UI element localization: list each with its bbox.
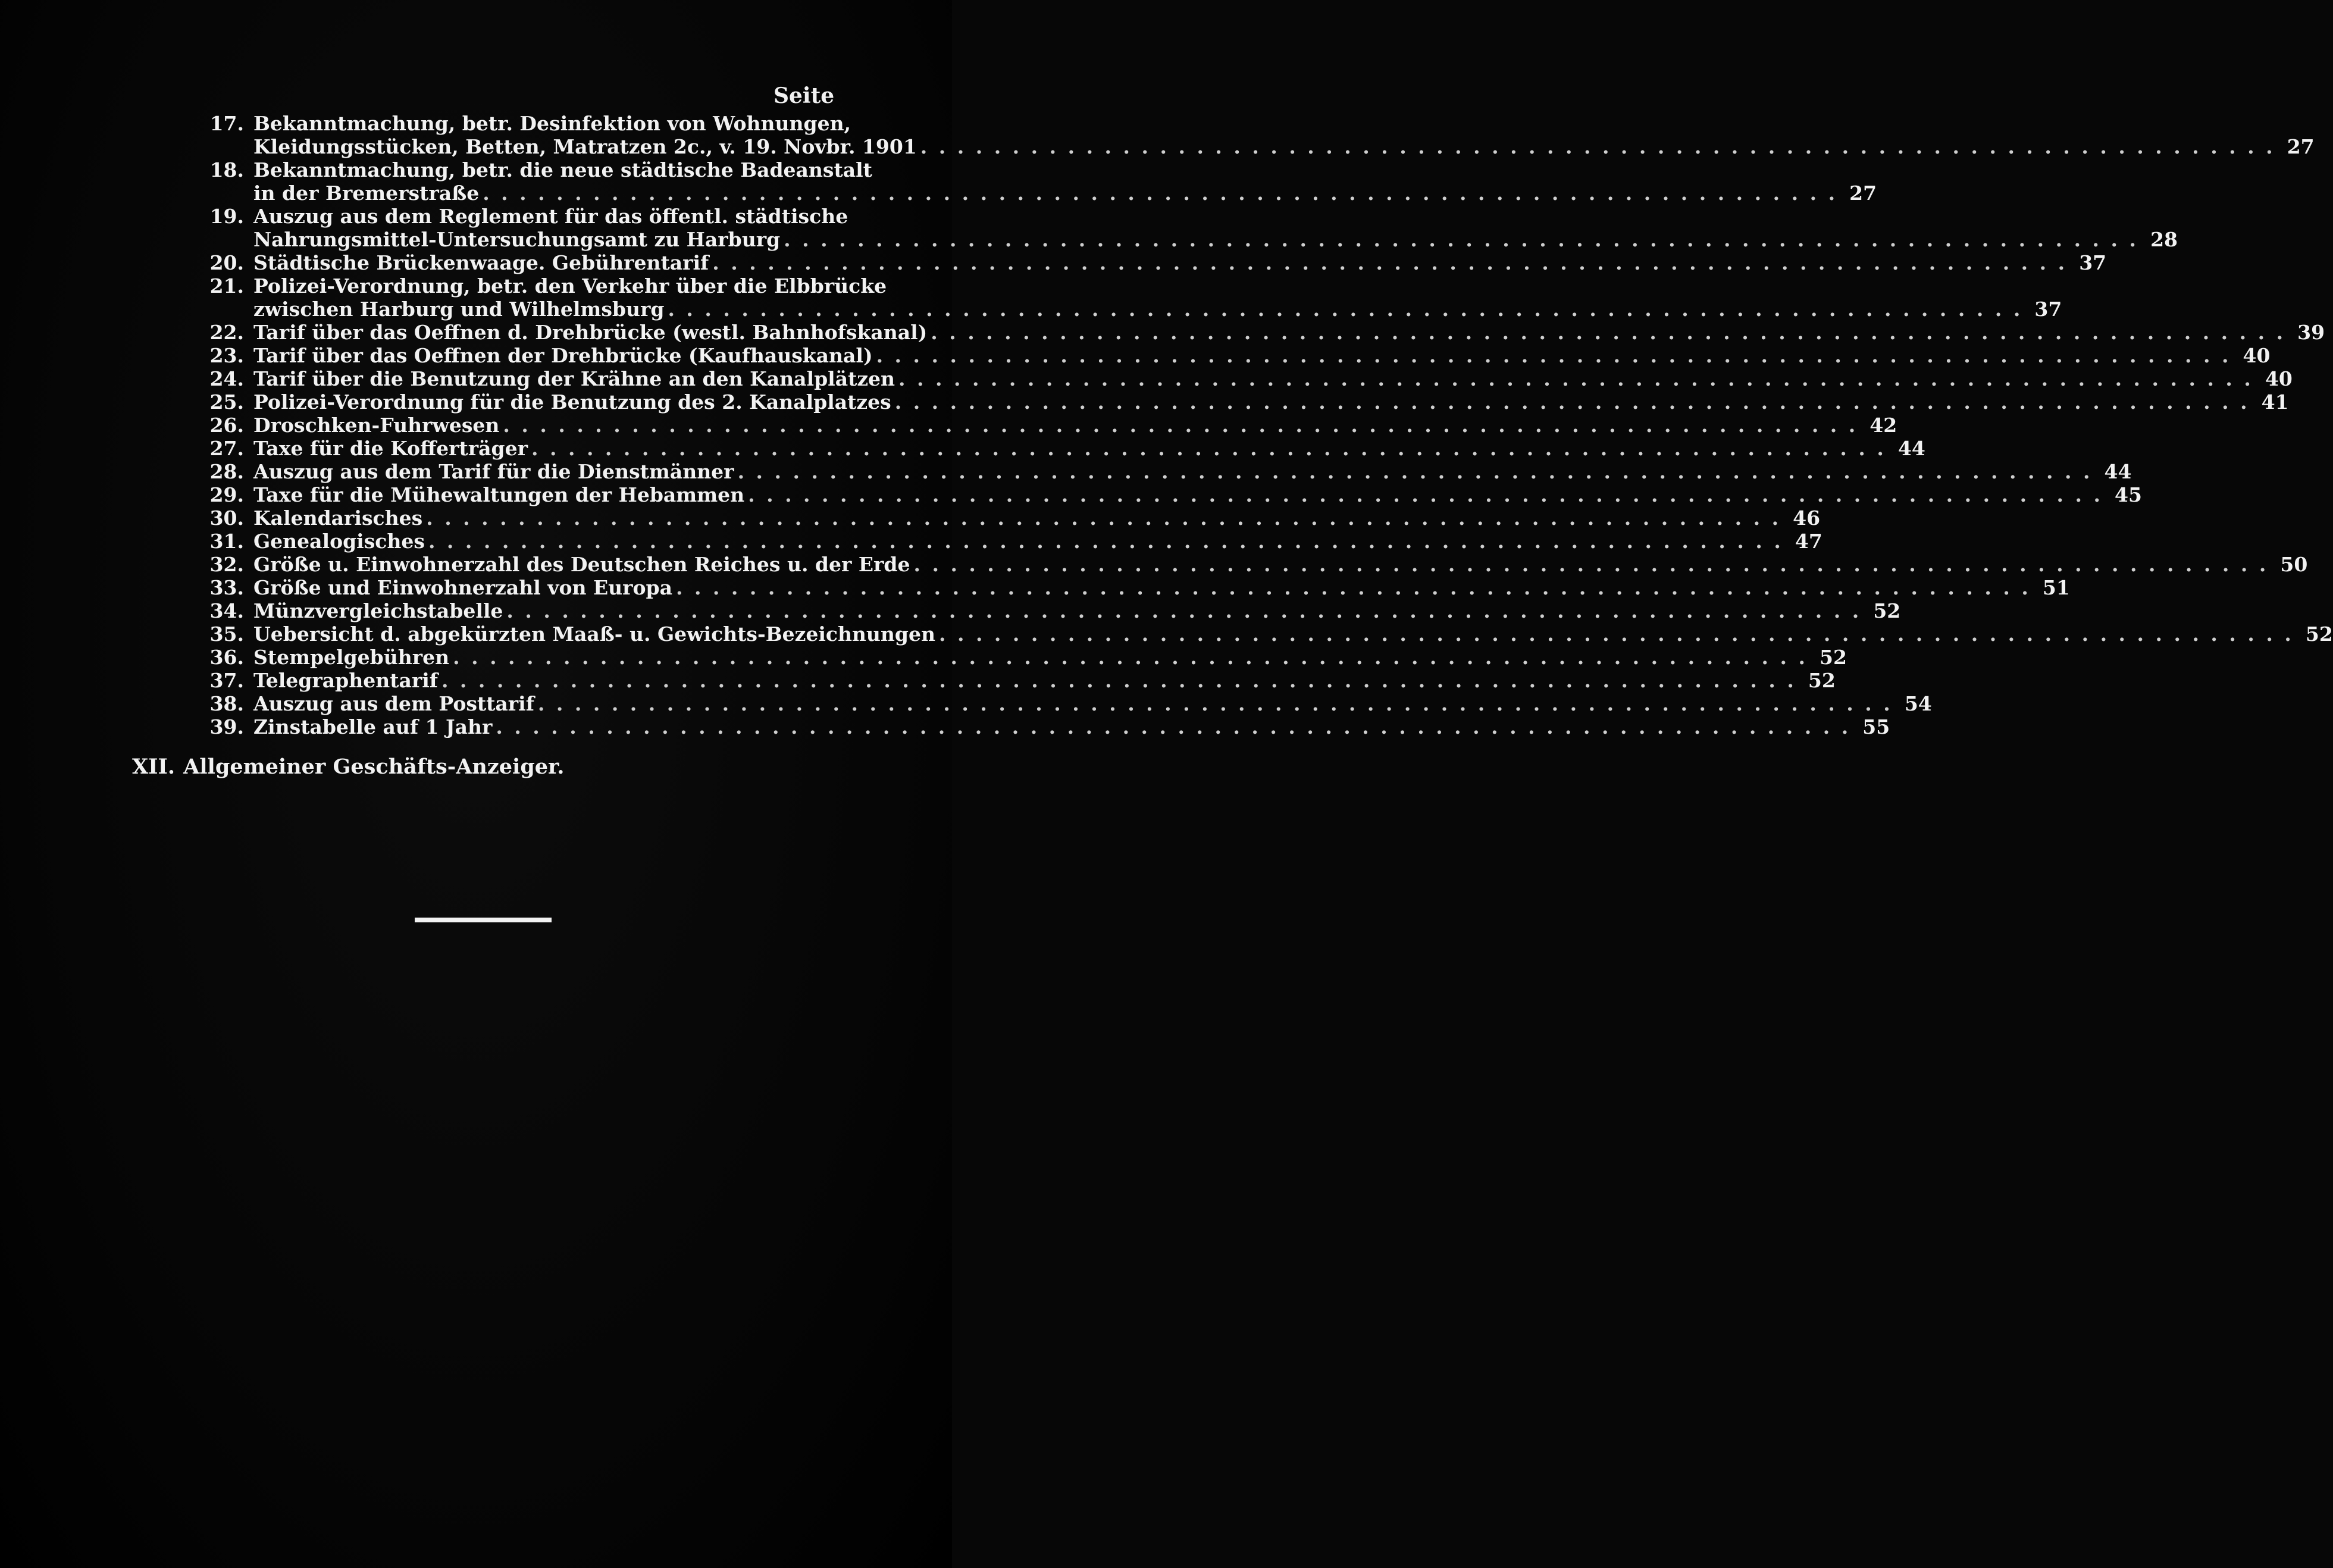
toc-entry bbox=[196, 112, 2315, 158]
toc-entry-line bbox=[196, 646, 1847, 669]
toc-entry-title: zwischen Harburg und Wilhelmsburg bbox=[253, 298, 665, 321]
horizontal-rule bbox=[415, 918, 552, 922]
toc-entry-number: 31. bbox=[209, 530, 244, 553]
toc-entry-title: Größe und Einwohnerzahl von Europa bbox=[253, 576, 672, 599]
toc-entry bbox=[196, 344, 2271, 367]
toc-entry-number: 22. bbox=[209, 321, 244, 344]
toc-entry-line bbox=[196, 135, 2315, 158]
toc-entry-number: 38. bbox=[209, 692, 244, 715]
toc-entry-line bbox=[196, 715, 1890, 738]
toc-entry bbox=[196, 553, 2308, 576]
toc-entry-line bbox=[196, 112, 851, 135]
toc-entry-number: 25. bbox=[209, 390, 244, 414]
toc-entry-number: 20. bbox=[209, 251, 244, 274]
section-title: Allgemeiner Geschäfts-Anzeiger. bbox=[183, 755, 565, 779]
toc-entry-page: 55 bbox=[1862, 715, 1890, 738]
toc-entry-title: Auszug aus dem Posttarif bbox=[253, 692, 534, 715]
toc-entry-number: 29. bbox=[209, 483, 244, 506]
toc-entry-line bbox=[196, 367, 2293, 390]
toc-entry-page: 28 bbox=[2150, 228, 2178, 251]
toc-entry bbox=[196, 692, 1932, 715]
toc-entry-title: Polizei-Verordnung, betr. den Verkehr über die Elbbrücke bbox=[253, 274, 887, 298]
toc-entry bbox=[196, 669, 1836, 692]
toc-entry-page: 41 bbox=[2261, 390, 2289, 414]
toc-entry-page: 40 bbox=[2243, 344, 2271, 367]
toc-entry-number: 30. bbox=[209, 506, 244, 530]
dot-leader bbox=[913, 553, 2268, 576]
toc-entry-page: 50 bbox=[2280, 553, 2308, 576]
toc-entry-line bbox=[196, 553, 2308, 576]
toc-entry-line bbox=[196, 251, 2107, 274]
toc-entry bbox=[196, 158, 1877, 205]
toc-entry-number: 36. bbox=[209, 646, 244, 669]
toc-entry-title: Zinstabelle auf 1 Jahr bbox=[253, 715, 493, 738]
toc-entry-title: Stempelgebühren bbox=[253, 646, 450, 669]
toc-entry-number: 35. bbox=[209, 622, 244, 646]
toc-entry bbox=[196, 414, 1897, 437]
toc-entry-title: Kalendarisches bbox=[253, 506, 423, 530]
toc-entry-page: 52 bbox=[1820, 646, 1847, 669]
dot-leader bbox=[738, 460, 2093, 483]
toc-entry-title: Taxe für die Mühewaltungen der Hebammen bbox=[253, 483, 745, 506]
toc-entry-line bbox=[196, 669, 1836, 692]
toc-entry bbox=[196, 390, 2289, 414]
toc-entry-line bbox=[196, 344, 2271, 367]
toc-entry bbox=[196, 483, 2142, 506]
toc-entry-line bbox=[196, 460, 2132, 483]
toc-entry bbox=[196, 646, 1847, 669]
dot-leader bbox=[748, 483, 2103, 506]
toc-entry bbox=[196, 251, 2107, 274]
toc-entry-number: 17. bbox=[209, 112, 244, 135]
toc-entry-title: Taxe für die Kofferträger bbox=[253, 437, 528, 460]
toc-entry bbox=[196, 437, 1925, 460]
section-heading bbox=[132, 755, 564, 779]
toc-entry-line bbox=[196, 158, 872, 181]
toc-entry-page: 44 bbox=[2104, 460, 2132, 483]
toc-entry bbox=[196, 321, 2325, 344]
toc-entry bbox=[196, 205, 2178, 251]
toc-entry bbox=[196, 576, 2070, 599]
toc-entry-page: 47 bbox=[1795, 530, 1822, 553]
toc-entry-number: 33. bbox=[209, 576, 244, 599]
toc-entry-line bbox=[196, 599, 1901, 622]
toc-entry bbox=[196, 599, 1901, 622]
dot-leader bbox=[483, 181, 1837, 205]
toc-entry bbox=[196, 530, 1822, 553]
toc-entry-line bbox=[196, 506, 1821, 530]
toc-entry-title: Nahrungsmittel-Untersuchungsamt zu Harburg bbox=[253, 228, 781, 251]
dot-leader bbox=[453, 646, 1808, 669]
toc-entry-number: 27. bbox=[209, 437, 244, 460]
page-column-header: Seite bbox=[774, 83, 835, 108]
toc-entry-number: 39. bbox=[209, 715, 244, 738]
toc-entry-line bbox=[196, 576, 2070, 599]
toc-entry bbox=[196, 274, 2062, 321]
dot-leader bbox=[712, 251, 2067, 274]
dot-leader bbox=[939, 622, 2294, 646]
toc-entry-title: Genealogisches bbox=[253, 530, 425, 553]
toc-entry-page: 54 bbox=[1904, 692, 1932, 715]
toc-entry-number: 19. bbox=[209, 205, 244, 228]
toc-entry-page: 52 bbox=[2305, 622, 2333, 646]
toc-entry-page: 52 bbox=[1873, 599, 1901, 622]
toc-entry-number: 32. bbox=[209, 553, 244, 576]
toc-entry-number: 28. bbox=[209, 460, 244, 483]
toc-entry-line bbox=[196, 530, 1822, 553]
toc-entry-line bbox=[196, 181, 1877, 205]
dot-leader bbox=[538, 692, 1893, 715]
toc-entry-line bbox=[196, 437, 1925, 460]
toc-entry bbox=[196, 460, 2132, 483]
dot-leader bbox=[426, 506, 1781, 530]
toc-entry-line bbox=[196, 692, 1932, 715]
dot-leader bbox=[496, 715, 1850, 738]
toc-entry-title: Städtische Brückenwaage. Gebührentarif bbox=[253, 251, 709, 274]
toc-entry-title: Auszug aus dem Reglement für das öffentl. städtische bbox=[253, 205, 848, 228]
toc-entry-page: 46 bbox=[1793, 506, 1821, 530]
toc-entry-page: 42 bbox=[1869, 414, 1897, 437]
toc-entry-title: Uebersicht d. abgekürzten Maaß- u. Gewichts-Bezeichnungen bbox=[253, 622, 935, 646]
toc-entry-line bbox=[196, 622, 2333, 646]
toc-entry-number: 37. bbox=[209, 669, 244, 692]
toc-entry-title: Bekanntmachung, betr. Desinfektion von Wohnungen, bbox=[253, 112, 851, 135]
table-of-contents bbox=[196, 112, 2333, 738]
toc-entry-number: 26. bbox=[209, 414, 244, 437]
toc-entry-number: 18. bbox=[209, 158, 244, 181]
toc-entry-number: 21. bbox=[209, 274, 244, 298]
dot-leader bbox=[428, 530, 1783, 553]
toc-entry-title: Polizei-Verordnung für die Benutzung des 2. Kanalplatzes bbox=[253, 390, 891, 414]
toc-entry-page: 45 bbox=[2115, 483, 2142, 506]
toc-entry-title: Tarif über das Oeffnen der Drehbrücke (Kaufhauskanal) bbox=[253, 344, 873, 367]
toc-entry-line bbox=[196, 321, 2325, 344]
toc-entry-number: 23. bbox=[209, 344, 244, 367]
toc-entry-title: Telegraphentarif bbox=[253, 669, 438, 692]
toc-entry-page: 52 bbox=[1808, 669, 1836, 692]
toc-entry-page: 27 bbox=[1849, 181, 1877, 205]
toc-entry-title: Droschken-Fuhrwesen bbox=[253, 414, 500, 437]
toc-entry bbox=[196, 367, 2293, 390]
toc-entry-title: Auszug aus dem Tarif für die Dienstmänner bbox=[253, 460, 734, 483]
toc-entry-title: in der Bremerstraße bbox=[253, 181, 480, 205]
toc-entry-number: 24. bbox=[209, 367, 244, 390]
dot-leader bbox=[784, 228, 2138, 251]
dot-leader bbox=[668, 298, 2022, 321]
toc-entry-title: Größe u. Einwohnerzahl des Deutschen Reiches u. der Erde bbox=[253, 553, 910, 576]
dot-leader bbox=[931, 321, 2285, 344]
toc-entry-page: 40 bbox=[2265, 367, 2293, 390]
toc-entry-line bbox=[196, 298, 2062, 321]
toc-entry-title: Tarif über das Oeffnen d. Drehbrücke (westl. Bahnhofskanal) bbox=[253, 321, 928, 344]
dot-leader bbox=[876, 344, 2231, 367]
section-number: XII. bbox=[132, 755, 176, 779]
toc-entry-line bbox=[196, 205, 848, 228]
toc-entry-number: 34. bbox=[209, 599, 244, 622]
dot-leader bbox=[503, 414, 1858, 437]
toc-entry-page: 27 bbox=[2287, 135, 2315, 158]
dot-leader bbox=[531, 437, 1886, 460]
toc-entry-title: Tarif über die Benutzung der Krähne an den Kanalplätzen bbox=[253, 367, 895, 390]
toc-entry-line bbox=[196, 390, 2289, 414]
toc-entry-page: 39 bbox=[2297, 321, 2325, 344]
dot-leader bbox=[676, 576, 2031, 599]
toc-entry bbox=[196, 715, 1890, 738]
toc-entry bbox=[196, 622, 2333, 646]
toc-entry-title: Bekanntmachung, betr. die neue städtische Badeanstalt bbox=[253, 158, 872, 181]
dot-leader bbox=[506, 599, 1861, 622]
toc-entry-line bbox=[196, 483, 2142, 506]
toc-entry-page: 44 bbox=[1897, 437, 1925, 460]
toc-entry-title: Kleidungsstücken, Betten, Matratzen 2c., v. 19. Novbr. 1901 bbox=[253, 135, 917, 158]
toc-entry-page: 51 bbox=[2042, 576, 2070, 599]
toc-entry-title: Münzvergleichstabelle bbox=[253, 599, 503, 622]
toc-entry-line bbox=[196, 228, 2178, 251]
toc-entry-line bbox=[196, 274, 887, 298]
dot-leader bbox=[895, 390, 2250, 414]
toc-entry-line bbox=[196, 414, 1897, 437]
dot-leader bbox=[898, 367, 2253, 390]
dot-leader bbox=[441, 669, 1796, 692]
toc-entry-page: 37 bbox=[2079, 251, 2107, 274]
toc-entry bbox=[196, 506, 1821, 530]
dot-leader bbox=[920, 135, 2275, 158]
toc-entry-page: 37 bbox=[2034, 298, 2062, 321]
